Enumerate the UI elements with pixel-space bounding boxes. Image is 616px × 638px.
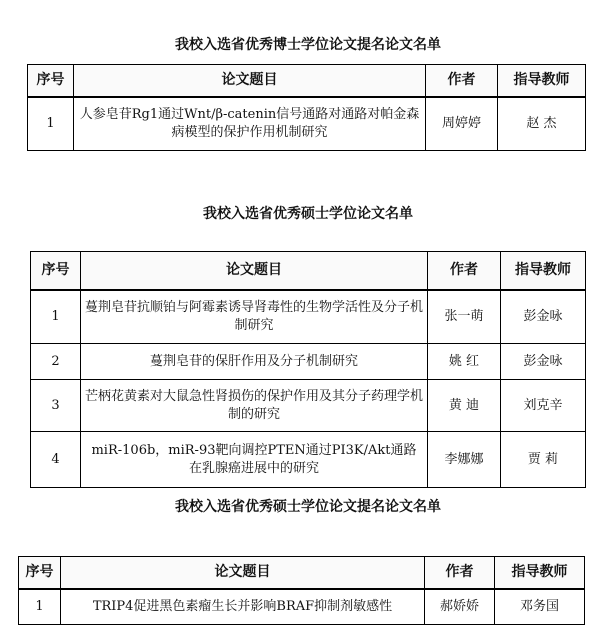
header-author: 作者 <box>425 557 495 589</box>
phd-nomination-table <box>27 64 586 151</box>
table-row <box>31 380 586 432</box>
table-row <box>31 344 586 380</box>
table-row <box>19 589 585 625</box>
section-3-title: 我校入选省优秀硕士学位论文提名论文名单 <box>175 499 441 515</box>
table-header-row <box>28 65 586 97</box>
row-topic: 人参皂苷Rg1通过Wnt/β-catenin信号通路对通路对帕金森病模型的保护作用机制研究 <box>74 97 426 151</box>
row-no: 3 <box>31 380 81 432</box>
row-no: 4 <box>31 432 81 488</box>
row-topic: 芒柄花黄素对大鼠急性肾损伤的保护作用及其分子药理学机制的研究 <box>81 380 428 432</box>
header-advisor: 指导教师 <box>495 557 585 589</box>
header-no: 序号 <box>28 65 74 97</box>
masters-nomination-table <box>18 556 585 625</box>
header-author: 作者 <box>428 252 501 290</box>
row-topic: miR-106b，miR-93靶向调控PTEN通过PI3K/Akt通路在乳腺癌进展中的研究 <box>81 432 428 488</box>
row-author: 姚 红 <box>428 344 501 380</box>
row-topic: TRIP4促进黑色素瘤生长并影响BRAF抑制剂敏感性 <box>61 589 425 625</box>
header-topic: 论文题目 <box>74 65 426 97</box>
row-advisor: 赵 杰 <box>498 97 586 151</box>
row-no: 1 <box>19 589 61 625</box>
row-advisor: 贾 莉 <box>501 432 586 488</box>
row-no: 2 <box>31 344 81 380</box>
row-author: 周婷婷 <box>426 97 498 151</box>
header-topic: 论文题目 <box>61 557 425 589</box>
header-author: 作者 <box>426 65 498 97</box>
row-advisor: 邓务国 <box>495 589 585 625</box>
table-header-row <box>31 252 586 290</box>
header-topic: 论文题目 <box>81 252 428 290</box>
section-2-title: 我校入选省优秀硕士学位论文名单 <box>203 206 413 222</box>
table-header-row <box>19 557 585 589</box>
table-row <box>28 97 586 151</box>
table-row <box>31 290 586 344</box>
row-advisor: 刘克辛 <box>501 380 586 432</box>
row-author: 李娜娜 <box>428 432 501 488</box>
row-author: 黄 迪 <box>428 380 501 432</box>
header-advisor: 指导教师 <box>498 65 586 97</box>
header-no: 序号 <box>31 252 81 290</box>
row-advisor: 彭金咏 <box>501 344 586 380</box>
row-topic: 蔓荆皂苷抗顺铂与阿霉素诱导肾毒性的生物学活性及分子机制研究 <box>81 290 428 344</box>
row-no: 1 <box>31 290 81 344</box>
header-no: 序号 <box>19 557 61 589</box>
header-advisor: 指导教师 <box>501 252 586 290</box>
row-topic: 蔓荆皂苷的保肝作用及分子机制研究 <box>81 344 428 380</box>
table-row <box>31 432 586 488</box>
row-advisor: 彭金咏 <box>501 290 586 344</box>
section-1-title: 我校入选省优秀博士学位论文提名论文名单 <box>175 37 441 53</box>
row-author: 张一萌 <box>428 290 501 344</box>
row-author: 郝娇娇 <box>425 589 495 625</box>
row-no: 1 <box>28 97 74 151</box>
masters-table <box>30 251 586 488</box>
